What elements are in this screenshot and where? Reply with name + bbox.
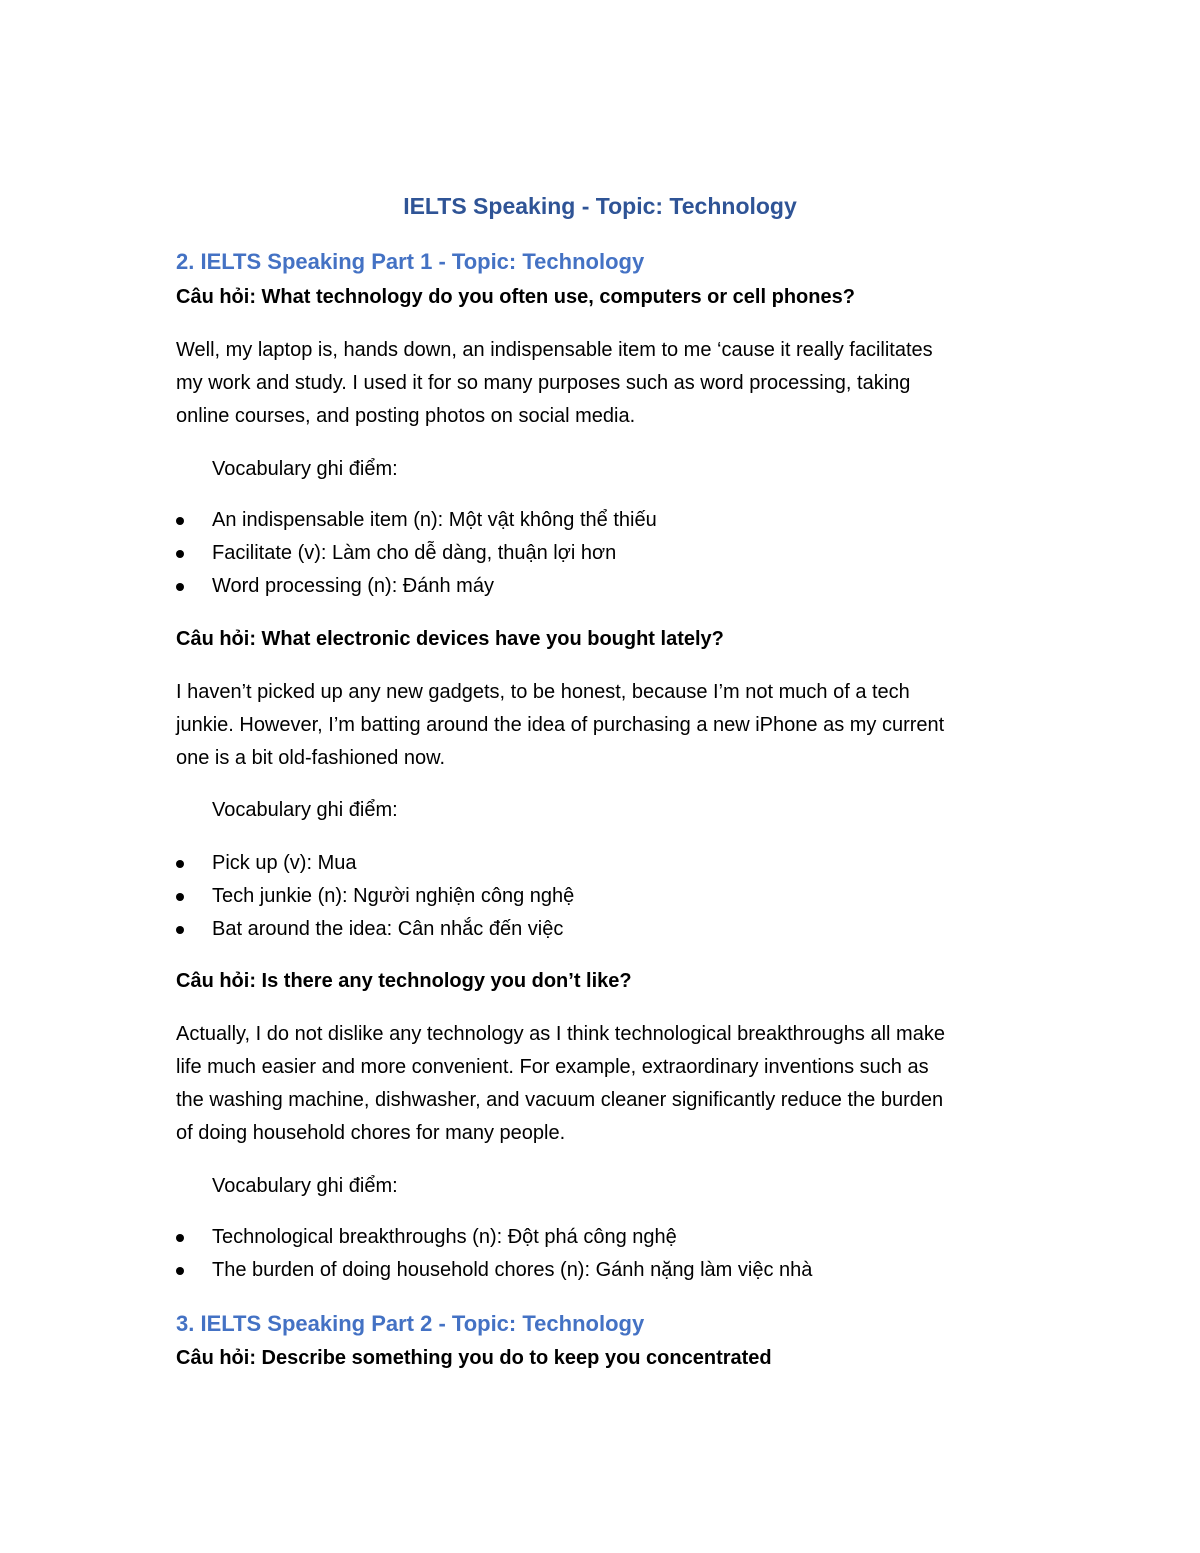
answer-line: life much easier and more convenient. For example, extraordinary inventions such as xyxy=(176,1056,929,1078)
list-item xyxy=(176,913,574,946)
section-heading-part1: 2. IELTS Speaking Part 1 - Topic: Technology xyxy=(176,249,645,274)
answer-line: Actually, I do not dislike any technology as I think technological breakthroughs all make xyxy=(176,1023,945,1045)
bullet-icon xyxy=(176,893,184,901)
answer-line: the washing machine, dishwasher, and vacuum cleaner significantly reduce the burden xyxy=(176,1089,944,1111)
answer-2 xyxy=(176,676,1016,775)
vocab-label: Vocabulary ghi điểm: xyxy=(212,458,398,480)
bullet-icon xyxy=(176,1267,184,1275)
vocab-list-3 xyxy=(176,1221,812,1287)
answer-line: of doing household chores for many people. xyxy=(176,1122,566,1144)
vocab-item: Bat around the idea: Cân nhắc đến việc xyxy=(212,918,564,940)
list-item xyxy=(176,1221,812,1254)
answer-1 xyxy=(176,334,1016,433)
answer-line: my work and study. I used it for so many purposes such as word processing, taking xyxy=(176,372,911,394)
vocab-item: The burden of doing household chores (n): Gánh nặng làm việc nhà xyxy=(212,1259,813,1281)
vocab-item: Tech junkie (n): Người nghiện công nghệ xyxy=(212,885,575,907)
list-item xyxy=(176,880,574,913)
list-item xyxy=(176,504,657,537)
question-3: Câu hỏi: Is there any technology you don’t like? xyxy=(176,970,632,992)
vocab-list-2 xyxy=(176,847,574,946)
bullet-icon xyxy=(176,860,184,868)
answer-3 xyxy=(176,1018,1016,1150)
document-title: IELTS Speaking - Topic: Technology xyxy=(403,193,797,219)
bullet-icon xyxy=(176,1234,184,1242)
list-item xyxy=(176,570,657,603)
question-1: Câu hỏi: What technology do you often use, computers or cell phones? xyxy=(176,286,855,308)
vocab-list-1 xyxy=(176,504,657,603)
list-item xyxy=(176,847,574,880)
bullet-icon xyxy=(176,583,184,591)
answer-line: Well, my laptop is, hands down, an indispensable item to me ‘cause it really facilitates xyxy=(176,339,933,361)
vocab-item: Pick up (v): Mua xyxy=(212,852,357,874)
vocab-label: Vocabulary ghi điểm: xyxy=(212,799,398,821)
answer-line: I haven’t picked up any new gadgets, to be honest, because I’m not much of a tech xyxy=(176,681,910,703)
answer-line: online courses, and posting photos on social media. xyxy=(176,405,636,427)
vocab-label: Vocabulary ghi điểm: xyxy=(212,1175,398,1197)
question-4: Câu hỏi: Describe something you do to keep you concentrated xyxy=(176,1347,772,1369)
vocab-item: Word processing (n): Đánh máy xyxy=(212,575,494,597)
bullet-icon xyxy=(176,926,184,934)
vocab-item: Technological breakthroughs (n): Đột phá công nghệ xyxy=(212,1226,677,1248)
section-heading-part2: 3. IELTS Speaking Part 2 - Topic: Technology xyxy=(176,1311,645,1336)
bullet-icon xyxy=(176,550,184,558)
vocab-item: Facilitate (v): Làm cho dễ dàng, thuận lợi hơn xyxy=(212,542,617,564)
bullet-icon xyxy=(176,517,184,525)
answer-line: one is a bit old-fashioned now. xyxy=(176,747,446,769)
vocab-item: An indispensable item (n): Một vật không thể thiếu xyxy=(212,509,657,531)
question-2: Câu hỏi: What electronic devices have you bought lately? xyxy=(176,628,724,650)
list-item xyxy=(176,1254,812,1287)
answer-line: junkie. However, I’m batting around the idea of purchasing a new iPhone as my current xyxy=(176,714,945,736)
list-item xyxy=(176,537,657,570)
